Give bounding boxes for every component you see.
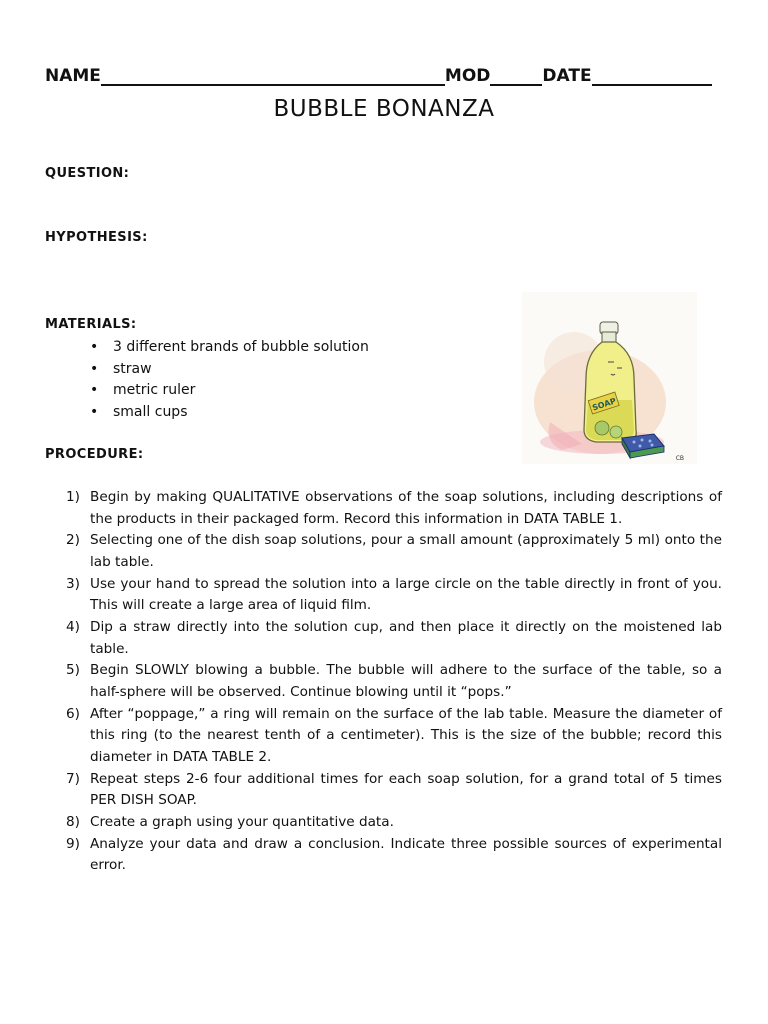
procedure-list xyxy=(66,487,722,877)
materials-heading: MATERIALS: xyxy=(45,317,137,332)
step-number: 3) xyxy=(66,575,80,592)
materials-item: • metric ruler xyxy=(90,380,369,402)
step-text: After “poppage,” a ring will remain on the surface of the lab table. Measure the diameter of this ring (to the nearest tenth of a centimeter). This is the size of the bubble; record this diameter in DATA TABLE 2. xyxy=(90,705,722,765)
page-title: BUBBLE BONANZA xyxy=(273,96,495,122)
date-field[interactable] xyxy=(592,68,712,86)
procedure-step xyxy=(66,769,722,812)
step-text: Use your hand to spread the solution into a large circle on the table directly in front of you. This will create a large area of liquid film. xyxy=(90,575,722,614)
materials-item: • small cups xyxy=(90,402,369,424)
materials-item: • straw xyxy=(90,359,369,381)
step-number: 1) xyxy=(66,489,80,505)
step-number: 5) xyxy=(66,662,80,679)
materials-item: • 3 different brands of bubble solution xyxy=(90,337,369,359)
bottle-label-text: SOAP xyxy=(591,396,618,413)
step-text: Begin by making QUALITATIVE observations of the soap solutions, including descriptions of the products in their packaged form. Record this information in DATA TABLE 1. xyxy=(90,489,722,527)
procedure-step xyxy=(66,530,722,573)
step-number: 9) xyxy=(66,835,80,852)
mod-label: MOD xyxy=(444,66,491,86)
soap-bottle-drawing xyxy=(522,292,697,464)
step-text: Analyze your data and draw a conclusion. Indicate three possible sources of experimental error. xyxy=(90,835,722,874)
step-number: 7) xyxy=(66,770,80,787)
step-text: Dip a straw directly into the solution cup, and then place it directly on the moistened lab table. xyxy=(90,618,722,657)
question-heading: QUESTION: xyxy=(45,166,130,181)
procedure-step xyxy=(66,704,722,769)
step-text: Repeat steps 2-6 four additional times for each soap solution, for a grand total of 5 times PER DISH SOAP. xyxy=(90,770,722,809)
soap-bottle-illustration xyxy=(522,292,697,464)
name-label: NAME xyxy=(45,66,101,86)
procedure-step xyxy=(66,617,722,660)
step-text: Create a graph using your quantitative data. xyxy=(90,813,394,830)
step-number: 2) xyxy=(66,532,80,549)
procedure-step xyxy=(66,574,722,617)
date-label: DATE xyxy=(542,66,592,86)
procedure-step xyxy=(66,834,722,877)
name-field[interactable] xyxy=(101,68,445,86)
step-number: 8) xyxy=(66,813,80,830)
step-text: Selecting one of the dish soap solutions, pour a small amount (approximately 5 ml) onto the lab table. xyxy=(90,532,722,570)
header-line xyxy=(45,66,725,86)
step-number: 6) xyxy=(66,705,80,722)
procedure-step xyxy=(66,487,722,530)
artist-initials: CB xyxy=(675,455,684,462)
materials-list xyxy=(90,337,369,424)
procedure-step xyxy=(66,660,722,703)
procedure-heading: PROCEDURE: xyxy=(45,447,144,462)
procedure-step xyxy=(66,812,722,834)
step-number: 4) xyxy=(66,618,80,635)
hypothesis-heading: HYPOTHESIS: xyxy=(45,230,148,245)
mod-field[interactable] xyxy=(490,68,542,86)
step-text: Begin SLOWLY blowing a bubble. The bubble will adhere to the surface of the table, so a half-sphere will be observed. Continue blowing until it “pops.” xyxy=(90,662,722,700)
